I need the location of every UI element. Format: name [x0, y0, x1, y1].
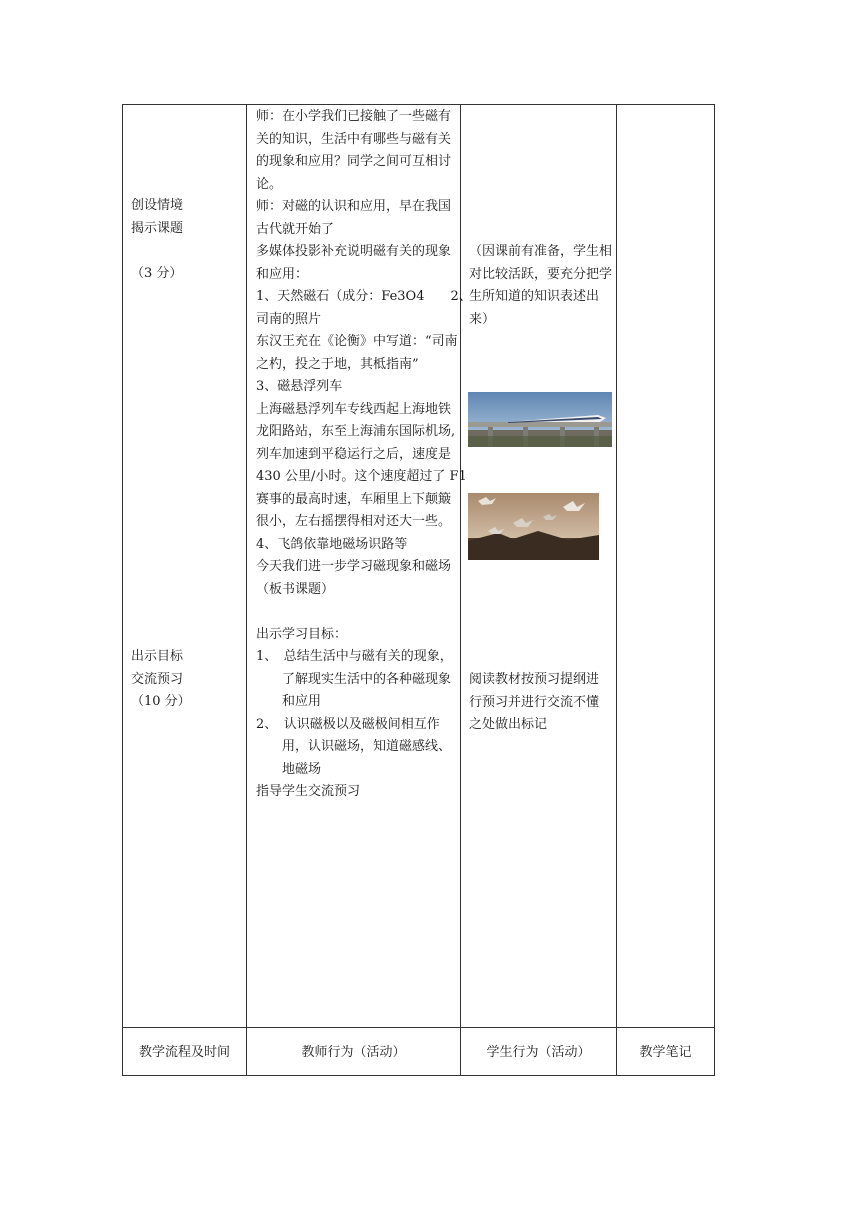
process-label: 交流预习	[131, 671, 184, 687]
teacher-text-line: 论。	[256, 176, 283, 192]
process-cell-1	[131, 195, 183, 285]
student-text-line: 之处做出标记	[469, 717, 548, 732]
pigeons-photo	[468, 493, 599, 560]
teacher-text-line: 今天我们进一步学习磁现象和磁场	[256, 559, 452, 574]
teacher-text-line: 之杓，投之于地，其柢指南”	[256, 356, 419, 372]
process-label	[131, 240, 183, 263]
teacher-text-line: 龙阳路站，东至上海浦东国际机场,	[256, 424, 456, 439]
teacher-text-line: 关的知识，生活中有哪些与磁有关	[256, 131, 452, 147]
teacher-text-line: 司南的照片	[256, 311, 322, 327]
teacher-text-line: 2、 认识磁极以及磁极间相互作	[256, 716, 440, 732]
teacher-text-line: 列车加速到平稳运行之后，速度是	[256, 446, 452, 462]
student-activity-cell-2	[469, 669, 599, 737]
teacher-text-line: 指导学生交流预习	[256, 784, 361, 799]
teacher-text-line: 赛事的最高时速，车厢里上下颠簸	[256, 491, 452, 507]
teacher-text-line: 东汉王充在《论衡》中写道：“司南	[256, 334, 458, 349]
column-divider	[616, 105, 617, 1075]
student-text-line: 阅读教材按预习提纲进	[469, 672, 600, 687]
teacher-text-line: 很小，左右摇摆得相对还大一些。	[256, 514, 452, 529]
header-student-activity: 学生行为（活动）	[486, 1045, 591, 1060]
column-divider	[246, 105, 247, 1075]
header-teacher-activity: 教师行为（活动）	[301, 1045, 406, 1060]
student-text-line: 对比较活跃，要充分把学	[469, 266, 613, 282]
maglev-train-photo	[468, 392, 612, 447]
row-divider	[123, 1027, 714, 1028]
student-text-line: 行预习并进行交流不懂	[469, 694, 600, 710]
teacher-text-line: 430 公里/小时。这个速度超过了 F1	[256, 469, 467, 484]
teacher-text-line: 了解现实生活中的各种磁现象	[256, 671, 452, 687]
process-label: 揭示课题	[131, 220, 184, 236]
teacher-text-line: 3、磁悬浮列车	[256, 379, 343, 394]
student-text-line: 生所知道的知识表述出	[469, 289, 600, 304]
teacher-text-line: 的现象和应用？同学之间可互相讨	[256, 154, 452, 169]
teacher-text-line	[256, 601, 472, 624]
process-label: 出示目标	[131, 649, 184, 664]
header-process-time: 教学流程及时间	[138, 1045, 230, 1060]
teacher-text-line: 1、 总结生活中与磁有关的现象，	[256, 649, 453, 664]
teacher-text-line: 和应用：	[256, 266, 309, 282]
process-label: 创设情境	[131, 198, 184, 213]
student-text-line: （因课前有准备，学生相	[469, 244, 613, 259]
teacher-text-line: 多媒体投影补充说明磁有关的现象	[256, 244, 452, 259]
teacher-text-line: 和应用	[256, 694, 322, 709]
teacher-text-line: 古代就开始了	[256, 221, 335, 237]
teacher-text-line: 师：在小学我们已接触了一些磁有	[256, 109, 452, 124]
header-teaching-notes: 教学笔记	[639, 1045, 692, 1060]
teacher-activity-cell	[256, 106, 472, 804]
lesson-plan-table	[122, 104, 715, 1076]
student-activity-cell-1	[469, 241, 612, 331]
process-time: （10 分）	[131, 694, 191, 709]
teacher-text-line: 4、飞鸽依靠地磁场识路等	[256, 536, 408, 552]
teacher-text-line: 用，认识磁场，知道磁感线、	[256, 739, 452, 754]
teacher-text-line: 地磁场	[256, 761, 322, 777]
process-cell-2	[131, 646, 191, 714]
teacher-text-line: 1、天然磁石（成分：Fe3O4 2、	[256, 289, 472, 304]
teacher-text-line: 上海磁悬浮列车专线西起上海地铁	[256, 401, 452, 417]
student-text-line: 来）	[469, 311, 496, 327]
teacher-text-line: （板书课题）	[256, 581, 335, 597]
teacher-text-line: 出示学习目标：	[256, 626, 348, 642]
teacher-text-line: 师：对磁的认识和应用，早在我国	[256, 199, 452, 214]
process-time: （3 分）	[131, 265, 183, 281]
